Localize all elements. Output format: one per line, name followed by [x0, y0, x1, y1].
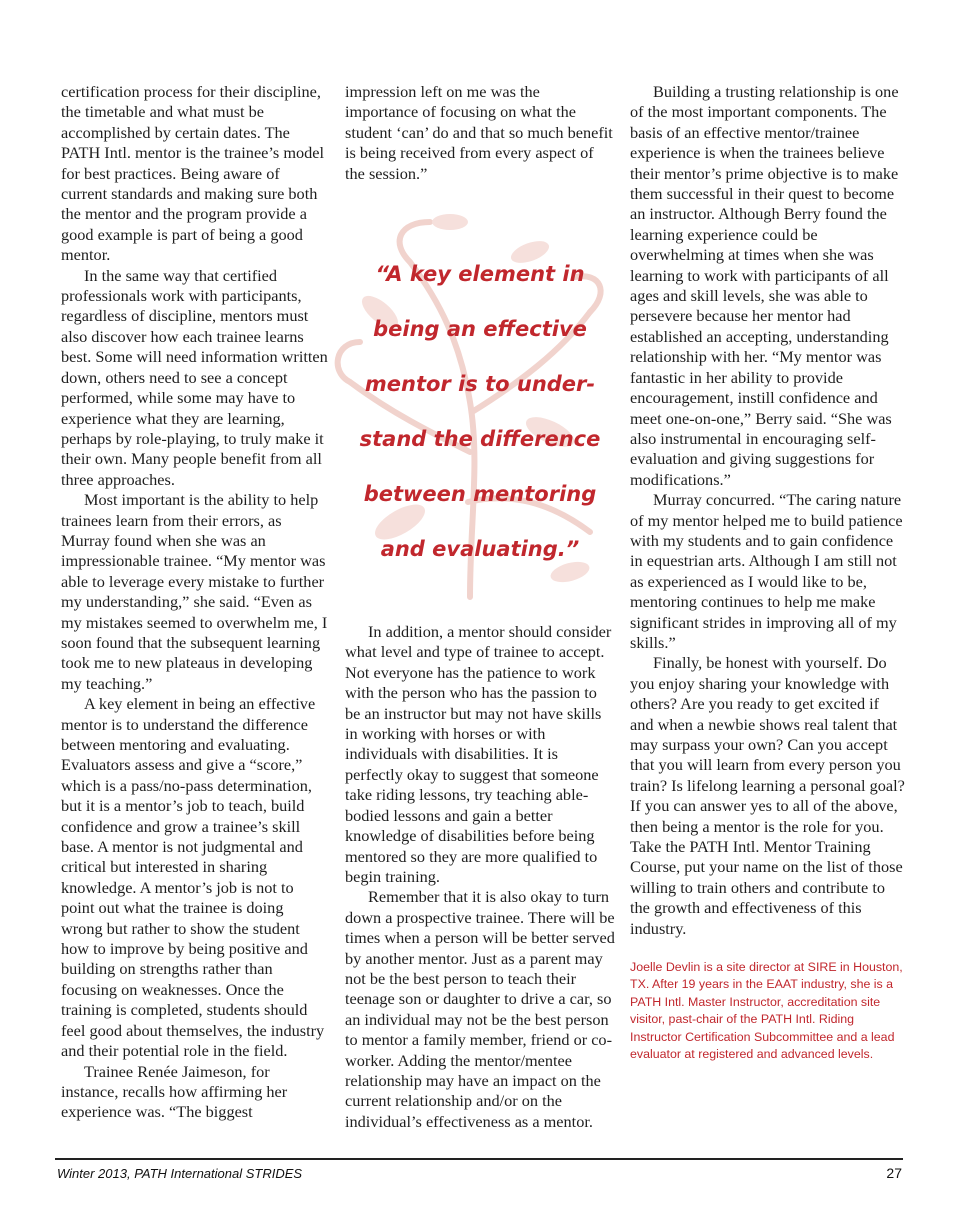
page-number: 27: [886, 1165, 902, 1181]
paragraph: A key element in being an effective mentor is to understand the difference between mentoring and evaluating. Evaluators assess and give a “score,” which is a pass/no-pass determination, but it is a mentor’s job to teach, build confidence and grow a trainee’s skill base. A mentor is not judgmental and critical but interested in sharing knowledge. A mentor’s job is not to point out what the trainee is doing wrong but rather to show the student how to improve by being positive and building on strengths rather than focusing on weaknesses. Once the training is completed, students should feel good about themselves, the industry and their potential role in the field.: [61, 694, 325, 1061]
paragraph: Building a trusting relationship is one of the most important components. The basis of an effective mentor/trainee experience is when the trainees believe their mentor’s prime objective is to make them successful in their quest to become an instructor. Although Berry found the learning experience could be overwhelming at times when she was learning to work with participants of all ages and skill levels, she was able to persevere because her mentor had established an accepting, understanding relationship with her. “My mentor was fantastic in her ability to provide encouragement, instill confidence and meet one-on-one,” Berry said. “She was also instrumental in encouraging self-evaluation and giving suggestions for modifications.”: [630, 82, 899, 489]
author-bio: Joelle Devlin is a site director at SIRE in Houston, TX. After 19 years in the EAAT industry, she is a PATH Intl. Master Instructor, accreditation site visitor, past-chair of the PATH Intl. Riding Instructor Certification Subcommittee and a lead evaluator at registered and advanced levels.: [630, 960, 903, 1062]
paragraph: Most important is the ability to help trainees learn from their errors, as Murray found when she was an impressionable trainee. “My mentor was able to leverage every mistake to further my understanding,” she said. “Even as my mistakes seemed to overwhelm me, I soon found that the subsequent learning took me to new plateaus in developing my teaching.”: [61, 490, 328, 693]
pull-quote-block: [345, 202, 615, 602]
pull-quote: [345, 247, 615, 577]
paragraph: Finally, be honest with yourself. Do you enjoy sharing your knowledge with others? Are you ready to get excited if and when a newbie shows real talent that may surpass your own? Can you accept that you will learn from every person you train? Is lifelong learning a personal goal? If you can answer yes to all of the above, then being a mentor is the role for you. Take the PATH Intl. Mentor Training Course, put your name on the list of those willing to train others and contribute to the growth and effectiveness of this industry.: [630, 653, 905, 938]
pull-quote-line: “A key element in: [375, 262, 585, 287]
article-column-1: [61, 82, 329, 1123]
paragraph: Remember that it is also okay to turn down a prospective trainee. There will be times when a person will be better served by another mentor. Just as a parent may not be the best person to teach their teenage son or daughter to drive a car, so an individual may not be the best person to mentor a family member, friend or co-worker. Adding the mentor/mentee relationship may have an impact on the current relationship and/or on the individual’s effectiveness as a mentor.: [345, 887, 615, 1131]
pull-quote-line: stand the difference: [359, 427, 601, 452]
article-column-2: [345, 82, 615, 1132]
paragraph: impression left on me was the importance of focusing on what the student ‘can’ do and that so much benefit is being received from every aspect of the session.”: [345, 82, 613, 183]
pull-quote-line: mentor is to under-: [364, 372, 596, 397]
paragraph: Trainee Renée Jaimeson, for instance, recalls how affirming her experience was. “The biggest: [61, 1061, 288, 1122]
footer-divider: [55, 1158, 903, 1160]
pull-quote-line: between mentoring: [363, 482, 597, 507]
paragraph: Murray concurred. “The caring nature of my mentor helped me to build patience with my students and to gain confidence in equestrian arts. Although I am still not as experienced as I would like to be, mentoring continues to help me make significant strides in improving all of my skills.”: [630, 490, 903, 652]
paragraph: In the same way that certified professionals work with participants, regardless of discipline, mentors must also discover how each trainee learns best. Some will need information written down, others need to see a concept performed, while some may have to experience what they are learning, perhaps by role-playing, to truly make it their own. Many people benefit from all three approaches.: [61, 265, 328, 489]
paragraph: In addition, a mentor should consider what level and type of trainee to accept. Not everyone has the patience to work with the person who has the passion to be an instructor but may not have skills in working with horses or with individuals with disabilities. It is perfectly okay to suggest that someone take riding lessons, try teaching able-bodied lessons and gain a better knowledge of disabilities before being mentored so they are more qualified to begin training.: [345, 622, 612, 886]
pull-quote-line: and evaluating.”: [380, 537, 580, 562]
article-column-3: [630, 82, 905, 1064]
paragraph: certification process for their discipline, the timetable and what must be accomplished by certain dates. The PATH Intl. mentor is the trainee’s model for best practices. Being aware of current standards and making sure both the mentor and the program provide a good example is part of being a good mentor.: [61, 82, 325, 265]
footer-publication: Winter 2013, PATH International STRIDES: [57, 1166, 303, 1181]
pull-quote-line: being an effective: [373, 317, 587, 342]
